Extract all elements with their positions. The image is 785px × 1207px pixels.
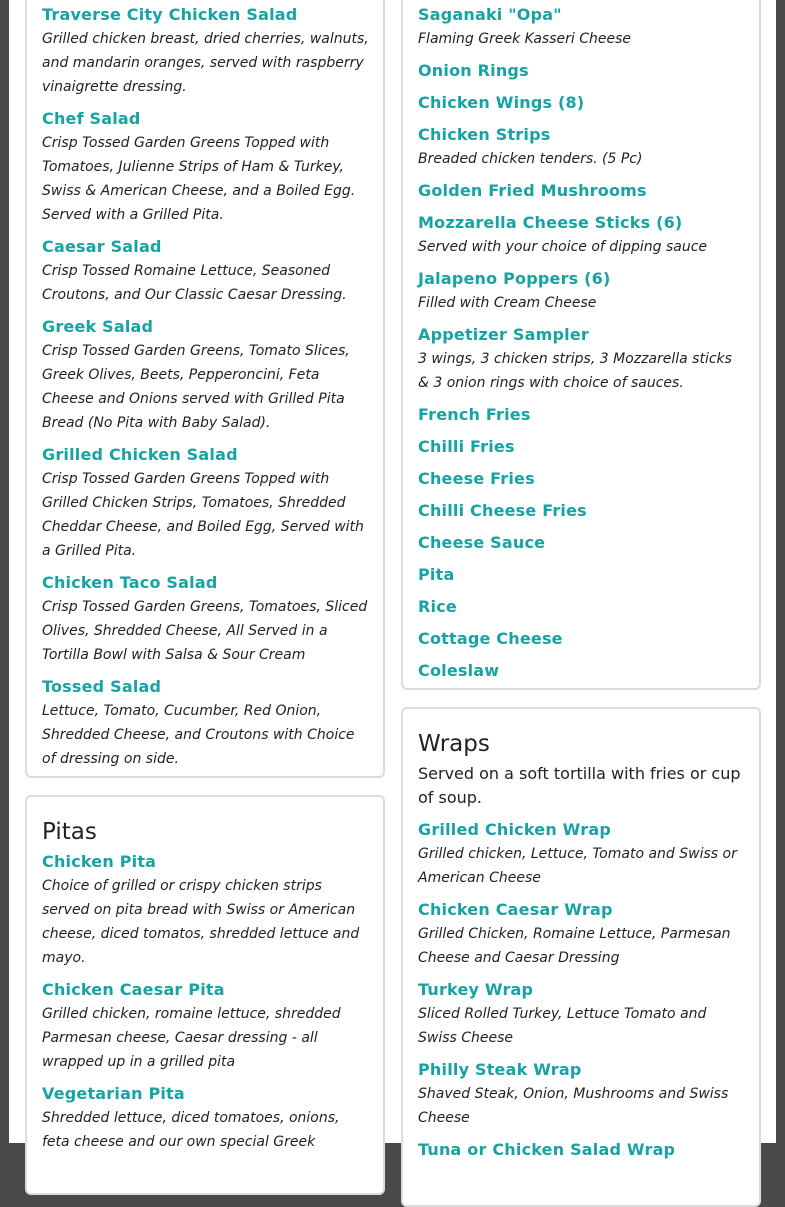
menu-item[interactable] (42, 978, 369, 1074)
menu-item[interactable] (418, 563, 745, 587)
menu-item[interactable] (418, 1138, 745, 1162)
menu-item-name[interactable]: Tossed Salad (42, 677, 162, 696)
menu-item-description: Grilled Chicken, Romaine Lettuce, Parmesan Cheese and Caesar Dressing (418, 926, 731, 966)
menu-item-description: Crisp Tossed Romaine Lettuce, Seasoned Croutons, and Our Classic Caesar Dressing. (42, 263, 347, 303)
menu-item-description: Choice of grilled or crispy chicken strips served on pita bread with Swiss or American cheese, diced tomatos, shredded lettuce and mayo. (42, 878, 360, 966)
menu-item-description: Served with your choice of dipping sauce (418, 239, 708, 255)
menu-item-name[interactable]: Chilli Cheese Fries (418, 501, 587, 520)
menu-item[interactable] (42, 315, 369, 435)
menu-item-name[interactable]: Chicken Strips (418, 125, 551, 144)
menu-item-name[interactable]: Pita (418, 565, 455, 584)
menu-item-name[interactable]: Chicken Taco Salad (42, 573, 218, 592)
wraps-card (401, 707, 761, 1207)
menu-item[interactable] (418, 818, 745, 890)
menu-item-description: Sliced Rolled Turkey, Lettuce Tomato and Swiss Cheese (418, 1006, 707, 1046)
menu-item[interactable] (418, 435, 745, 459)
menu-item-name[interactable]: Golden Fried Mushrooms (418, 181, 647, 200)
menu-item-description: Breaded chicken tenders. (5 Pc) (418, 151, 643, 167)
menu-item-description: Grilled chicken, romaine lettuce, shredded Parmesan cheese, Caesar dressing - all wrapped up in a grilled pita (42, 1006, 341, 1070)
menu-item[interactable] (42, 850, 369, 970)
menu-item[interactable] (418, 323, 745, 395)
menu-item-description: Shaved Steak, Onion, Mushrooms and Swiss Cheese (418, 1086, 729, 1126)
menu-item-name[interactable]: Caesar Salad (42, 237, 162, 256)
menu-item-name[interactable]: Tuna or Chicken Salad Wrap (418, 1140, 676, 1159)
menu-item[interactable] (42, 107, 369, 227)
menu-item-description: Crisp Tossed Garden Greens, Tomatoes, Sliced Olives, Shredded Cheese, All Served in a Tortilla Bowl with Salsa & Sour Cream (42, 599, 368, 663)
menu-item-name[interactable]: Chicken Wings (8) (418, 93, 585, 112)
menu-item-name[interactable]: Jalapeno Poppers (6) (418, 269, 611, 288)
menu-item[interactable] (418, 179, 745, 203)
menu-item-name[interactable]: Philly Steak Wrap (418, 1060, 582, 1079)
menu-item-name[interactable]: Greek Salad (42, 317, 154, 336)
menu-item-description: Grilled chicken, Lettuce, Tomato and Swiss or American Cheese (418, 846, 737, 886)
menu-item-name[interactable]: Cheese Sauce (418, 533, 546, 552)
menu-item-name[interactable]: Turkey Wrap (418, 980, 534, 999)
menu-item[interactable] (418, 1058, 745, 1130)
menu-item-name[interactable]: Grilled Chicken Salad (42, 445, 238, 464)
pitas-card (25, 795, 385, 1195)
menu-item[interactable] (418, 659, 745, 683)
menu-item-name[interactable]: Saganaki "Opa" (418, 5, 562, 24)
menu-item-name[interactable]: Onion Rings (418, 61, 529, 80)
menu-item-name[interactable]: Traverse City Chicken Salad (42, 5, 298, 24)
menu-item-name[interactable]: Chef Salad (42, 109, 141, 128)
menu-item-name[interactable]: Chicken Pita (42, 852, 157, 871)
menu-item[interactable] (418, 403, 745, 427)
menu-item-name[interactable]: French Fries (418, 405, 531, 424)
menu-item[interactable] (418, 123, 745, 171)
menu-item-description: Grilled chicken breast, dried cherries, walnuts, and mandarin oranges, served with raspberry vinaigrette dressing. (42, 31, 369, 95)
menu-item[interactable] (418, 978, 745, 1050)
menu-item-name[interactable]: Cottage Cheese (418, 629, 563, 648)
menu-item-name[interactable]: Chilli Fries (418, 437, 515, 456)
menu-item[interactable] (418, 627, 745, 651)
menu-item-name[interactable]: Chicken Caesar Wrap (418, 900, 613, 919)
section-title: Pitas (42, 819, 97, 845)
menu-item-name[interactable]: Vegetarian Pita (42, 1084, 185, 1103)
menu-item-description: 3 wings, 3 chicken strips, 3 Mozzarella sticks & 3 onion rings with choice of sauces. (418, 351, 732, 391)
menu-item-name[interactable]: Mozzarella Cheese Sticks (6) (418, 213, 683, 232)
menu-item[interactable] (42, 571, 369, 667)
menu-item-name[interactable]: Appetizer Sampler (418, 325, 589, 344)
menu-item[interactable] (42, 1082, 369, 1154)
menu-item[interactable] (418, 898, 745, 970)
menu-item-description: Lettuce, Tomato, Cucumber, Red Onion, Shredded Cheese, and Croutons with Choice of dressing on side. (42, 703, 355, 767)
menu-item[interactable] (418, 3, 745, 51)
section-title: Wraps (418, 731, 490, 757)
menu-item-name[interactable]: Grilled Chicken Wrap (418, 820, 611, 839)
menu-item[interactable] (42, 443, 369, 563)
menu-item-name[interactable]: Coleslaw (418, 661, 500, 680)
menu-item-name[interactable]: Chicken Caesar Pita (42, 980, 225, 999)
menu-item[interactable] (418, 59, 745, 83)
menu-item-description: Filled with Cream Cheese (418, 295, 597, 311)
menu-item-description: Flaming Greek Kasseri Cheese (418, 31, 631, 47)
menu-item[interactable] (42, 675, 369, 771)
menu-item[interactable] (418, 531, 745, 555)
menu-item-name[interactable]: Rice (418, 597, 457, 616)
menu-item[interactable] (418, 91, 745, 115)
menu-item-description: Crisp Tossed Garden Greens, Tomato Slices, Greek Olives, Beets, Pepperoncini, Feta Cheese and Onions served with Grilled Pita Bread (No Pita with Baby Salad). (42, 343, 350, 431)
menu-item[interactable] (418, 499, 745, 523)
section-description: Served on a soft tortilla with fries or cup of soup. (418, 764, 741, 807)
menu-item-description: Shredded lettuce, diced tomatoes, onions, feta cheese and our own special Greek (42, 1110, 340, 1150)
menu-item[interactable] (418, 595, 745, 619)
appetizers-card (401, 0, 761, 690)
menu-item-name[interactable]: Cheese Fries (418, 469, 535, 488)
salads-card (25, 0, 385, 778)
menu-item-description: Crisp Tossed Garden Greens Topped with Grilled Chicken Strips, Tomatoes, Shredded Cheddar Cheese, and Boiled Egg, Served with a Grilled Pita. (42, 471, 364, 559)
menu-item[interactable] (418, 211, 745, 259)
menu-item-description: Crisp Tossed Garden Greens Topped with Tomatoes, Julienne Strips of Ham & Turkey, Swiss & American Cheese, and a Boiled Egg. Served with a Grilled Pita. (42, 135, 356, 223)
menu-item[interactable] (418, 467, 745, 491)
menu-item[interactable] (42, 3, 369, 99)
menu-item[interactable] (418, 267, 745, 315)
menu-item[interactable] (42, 235, 369, 307)
